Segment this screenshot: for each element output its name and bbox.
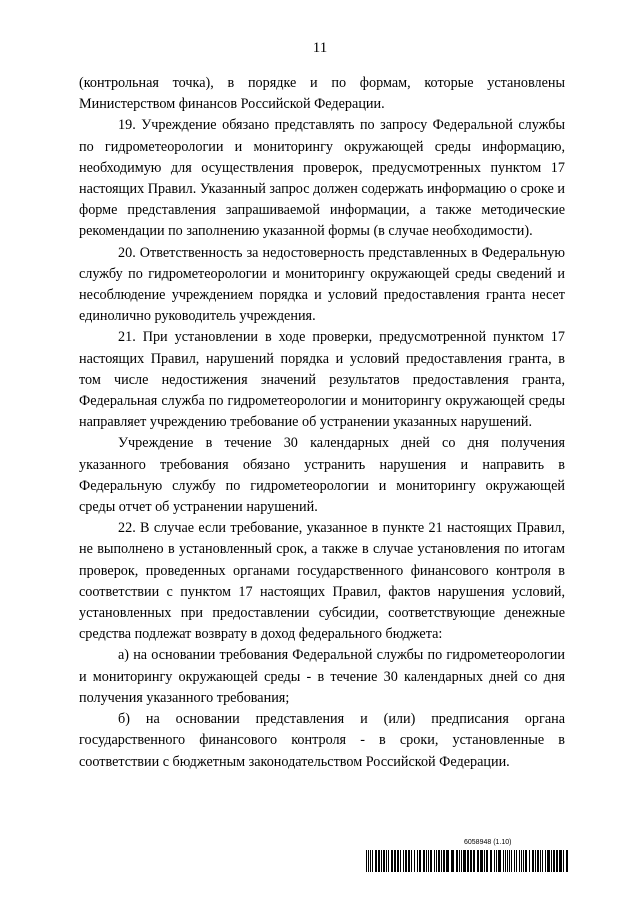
paragraph-22: 22. В случае если требование, указанное в пункте 21 настоящих Правил, не выполнено в установленный срок, а также в случае установления по итогам проверок, проведенных органами государственного финансового контроля в соответствии с пунктом 17 настоящих Правил, фактов нарушения условий, установленных при предоставлении субсидии, соответствующие денежные средства подлежат возврату в доход федерального бюджета: xyxy=(79,520,565,643)
paragraph-22-b: б) на основании представления и (или) предписания органа государственного финансового контроля - в сроки, установленные в соответствии с бюджетным законодательством Российской Федерации. xyxy=(79,711,565,770)
paragraph-20: 20. Ответственность за недостоверность представленных в Федеральную службу по гидрометеорологии и мониторингу окружающей среды сведений и несоблюдение учреждением порядка и условий предоставления гранта несет единолично руководитель учреждения. xyxy=(79,244,565,325)
barcode-caption: 6058948 (1.10) xyxy=(464,839,512,846)
paragraph-continuation: (контрольная точка), в порядке и по формам, которые установлены Министерством финансов Российской Федерации. xyxy=(79,75,565,113)
barcode-icon xyxy=(366,850,568,872)
paragraph-22-a: а) на основании требования Федеральной службы по гидрометеорологии и мониторингу окружающей среды - в течение 30 календарных дней со дня получения указанного требования; xyxy=(79,647,565,706)
paragraph-19: 19. Учреждение обязано представлять по запросу Федеральной службы по гидрометеорологии и мониторингу окружающей среды информацию, необходимую для осуществления проверок, предусмотренных пунктом 17 настоящих Правил. Указанный запрос должен содержать информацию о сроке и форме представления запрашиваемой информации, а также методические рекомендации по заполнению указанной формы (в случае необходимости). xyxy=(79,117,565,240)
document-body xyxy=(79,73,565,773)
paragraph-21-continued: Учреждение в течение 30 календарных дней со дня получения указанного требования обязано устранить нарушения и направить в Федеральную службу по гидрометеорологии и мониторингу окружающей среды отчет об устранении нарушений. xyxy=(79,435,565,516)
paragraph-21: 21. При установлении в ходе проверки, предусмотренной пунктом 17 настоящих Правил, нарушений порядка и условий предоставления гранта, в том числе недостижения значений результатов предоставления гранта, Федеральная служба по гидрометеорологии и мониторингу окружающей среды направляет учреждению требование об устранении указанных нарушений. xyxy=(79,329,565,431)
page-number: 11 xyxy=(312,40,328,56)
